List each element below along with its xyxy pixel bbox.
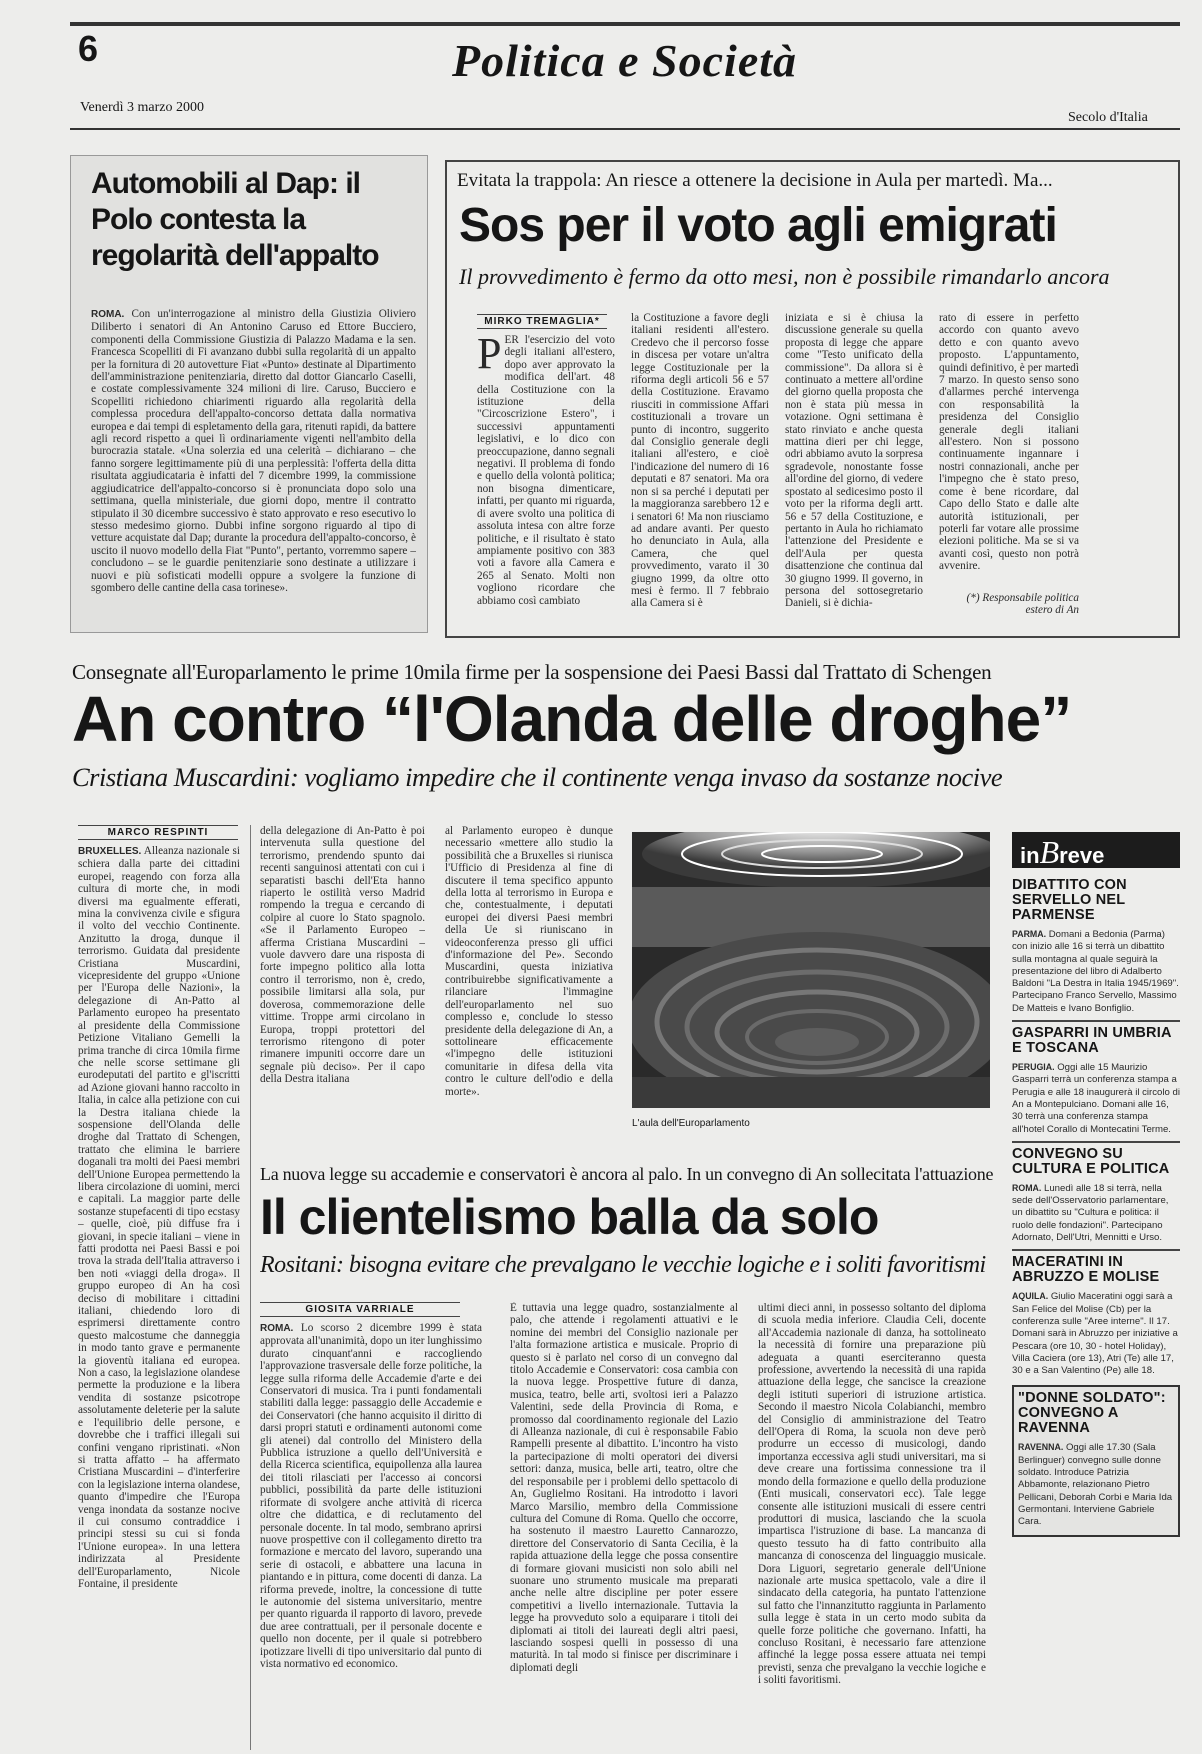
brief-title: "DONNE SOLDATO": CONVEGNO A RAVENNA (1018, 1390, 1166, 1437)
europarliament-photo (632, 832, 990, 1108)
olanda-kicker: Consegnate all'Europarlamento le prime 10mila firme per la sospensione dei Paesi Bassi dal Trattato di Schengen (72, 660, 992, 684)
newspaper-name: Secolo d'Italia (1068, 110, 1148, 125)
top-rule (70, 22, 1180, 26)
brief-text: Oggi alle 15 Maurizio Gasparri terrà un conferenza stampa a Perugia e alle 18 inaugurerà il circolo di An a Montepulciano. Domani alle 16, 30 terrà una conferenza stampa all'hotel Corallo di Montecatini Terme. (1012, 1062, 1180, 1135)
brief-item: CONVEGNO SU CULTURA E POLITICA ROMA. Lunedì alle 18 si terrà, nella sede dell'Osservatorio parlamentare, un dibattito su "Cultura e politica: il ruolo delle fondazioni". Partecipano Adornato, Dell'Utri, Mennitti e Urso. (1012, 1147, 1180, 1244)
olanda-byline: MARCO RESPINTI (78, 825, 238, 840)
dap-dateline: ROMA. (91, 309, 125, 320)
emigrati-col1: ER l'esercizio del voto degli italiani all'estero, dopo aver approvato la modifica dell'art. 48 della Costituzione con la istituzione della "Circoscrizione Estero", i successivi appuntamenti legislativi, e lo dico con preoccupazione, danno segnali negativi. Il problema di fondo e quello della volontà politica; non bisogna dimenticare, infatti, per quanto mi riguarda, di avere svolto una politica di assoluta intesa con altre forze politiche, e il risultato è stato ampiamente positivo con 383 voti a favore alla Camera e 265 al Senato. Molti non vogliono ricordare che abbiamo così cambiato (477, 334, 615, 607)
clientelismo-col2: È tuttavia una legge quadro, sostanzialmente al palo, che attende i regolamenti attuativi e le nomine dei membri del Consiglio nazionale per l'alta formazione artistica e musicale. Proprio di questo si è parlato nel corso di un convegno dal titolo Accademie e Conservatori: cosa cambia con la nuova legge. Prospettive future di danza, musica, teatro, belle arti, svoltosi ieri a Palazzo Valentini, sede della Provincia di Roma, e promosso dal coordinamento regionale del Lazio di Alleanza nazionale, di cui è responsabile Fabio Rampelli presente al dibattito. L'incontro ha visto la partecipazione di molti operatori dei diversi settori: danza, musica, belle arti, teatro, oltre che del responsabile per i problemi dello spettacolo di An, Guglielmo Rositani. Ha introdotto i lavori Marco Marsilio, membro della Commissione cultura del Comune di Roma. Quello che occorre, ha sostenuto il maestro Lauretto Cannarozzo, direttore del Conservatorio di Santa Cecilia, è la rapida attuazione della legge che possa consentire di formare giovani musicisti non solo abili nel suonare uno strumento musicale ma preparati anche nelle altre discipline per poter essere competitivi a livello internazionale. Tuttavia la legge ha provveduto solo a equiparare i titoli dei diplomati ai titoli dei laureati degli altri paesi, lasciando sospesi quelli in possesso di una maturità. In tal modo si finisce per discriminare i diplomati degli (510, 1302, 738, 1674)
brief-title: GASPARRI IN UMBRIA E TOSCANA (1012, 1025, 1172, 1057)
brief-text: Oggi alle 17.30 (Sala Berlinguer) convegno sulle donne soldato. Introduce Patrizia Abbamonte, relazionano Pietro Pellicani, Deborah Corbi e Maria Ida Germontani. Interviene Gabriele Cara. (1018, 1442, 1173, 1528)
emigrati-subhead: Il provvedimento è fermo da otto mesi, non è possibile rimandarlo ancora (459, 264, 1110, 289)
brief-text: Lunedì alle 18 si terrà, nella sede dell'Osservatorio parlamentare, un dibattito su "Cultura e politica: il ruolo delle fondazioni". Partecipano Adornato, Dell'Utri, Mennitti e Urso. (1012, 1182, 1169, 1244)
brief-item: MACERATINI IN ABRUZZO E MOLISE AQUILA. Giulio Maceratini oggi sarà a San Felice del Molise (Cb) per la conferenza sulle "Aree interne". Il 17. Domani sarà in Abruzzo per iniziative a Pescara (ore 10, 30 - hotel Holiday), Villa Caciera (ore 13), Atri (Te) alle 17, 30 e a San Valentino (Pe) alle 18. (1012, 1255, 1180, 1377)
brief-title: CONVEGNO SU CULTURA E POLITICA (1012, 1145, 1170, 1177)
dap-body: Con un'interrogazione al ministro della Giustizia Oliviero Diliberto i senatori di An Antonino Caruso ed Ettore Bucciero, componenti della Commissione Giustizia di Palazzo Madama e la sen. Francesca Scopelliti di Fi avanzano dubbi sulla regolarità di un appalto per la fornitura di 20 autovetture Fiat «Punto» destinate al Dipartimento dell'amministrazione penitenziaria, diretto dal dottor Giancarlo Caselli, e costate complessivamente 324 milioni di lire. Caruso, Bucciero e Scopelliti richiedono chiarimenti riguardo alla regolarità della complessa procedura dell'appalto-concorso dettata dalla normativa europea e dai tempi di espletamento della gara, ritenuti rapidi, da battere agli record rispetto a quei lì ordinariamente vigenti nell'ambito della burocrazia statale. «Una solerzia ed una celerità – dichiarano – che fanno sorgere legittimamente più di una perplessità: l'offerta della ditta risultata aggiudicataria è infatti del 7 dicembre 1999, la commissione aggiudicatrice dell'appalto-concorso si è pronunciata dopo solo una settimana, quella ministeriale, due giorni dopo, mentre il contratto stipulato il 30 dicembre successivo è stato approvato e reso esecutivo lo stesso medesimo giorno. Dubbi infine sorgono riguardo al tipo di vetture acquistate dal Dap; durante la procedura dell'appalto-concorso, è uscito il nuovo modello della Fiat "Punto", pertanto, vorremmo sapere – concludono – se le guardie penitenziarie sono destinate a utilizzare i nuovi e più sofisticati modelli oppure a svolgere la funzione di sgombero delle cantine della casa torinese». (91, 308, 416, 594)
brief-separator (1012, 1249, 1180, 1251)
column-divider (250, 825, 251, 1750)
emigrati-note: (*) Responsabile politica estero di An (966, 592, 1079, 617)
emigrati-kicker: Evitata la trappola: An riesce a ottenere la decisione in Aula per martedì. Ma... (457, 170, 1053, 191)
emigrati-headline: Sos per il voto agli emigrati (459, 199, 1057, 252)
emigrati-col2: la Costituzione a favore degli italiani residenti all'estero. Credevo che il percorso fosse in discesa per votare un'altra legge Costituzionale per la riforma degli articoli 56 e 57 della Costituzione. Eravamo riusciti in commissione Affari costituzionali a trovare un punto di incontro, suggerito dal Consiglio generale degli italiani all'estero, e cioè l'indicazione del numero di 16 deputati e 87 senatori. Ma ora non si sa perché i deputati per la maggioranza sarebbero 12 e i senatori 6! Ma non riusciamo ad andare avanti. Per questo ho denunciato in Aula, alla Camera, che quel provvedimento, varato il 30 giugno 1999, da oltre otto mesi è fermo. Il 7 febbraio alla Camera si è (631, 312, 769, 610)
clientelismo-subhead: Rositani: bisogna evitare che prevalgano le vecchie logiche e i soliti favoritismi (260, 1252, 986, 1278)
clientelismo-kicker: La nuova legge su accademie e conservatori è ancora al palo. In un convegno di An sollecitata l'attuazione (260, 1164, 994, 1184)
dap-headline: Automobili al Dap: il Polo contesta la regolarità dell'appalto (91, 167, 379, 272)
clientelismo-headline: Il clientelismo balla da solo (260, 1189, 879, 1245)
page-number: 6 (78, 28, 99, 69)
olanda-col1: Alleanza nazionale si schiera dalla parte dei cittadini europei, reagendo con forza alla cultura di morte che, in modi diversi ma egualmente efferati, mina la convivenza civile e sfigura il volto del vecchio Continente. Anzitutto la droga, dunque il terrorismo. Guidata dal presidente Cristiana Muscardini, vicepresidente del gruppo «Unione per l'Europa delle Nazioni», la delegazione di An-Patto al Parlamento europeo ha presentato al presidente della Commissione Petizione Vitaliano Gemelli la prima tranche di circa 10mila firme che nelle scorse settimane gli eurodeputati del partito e gl'iscritti ad Azione giovani hanno raccolto in Italia, in calce alla petizione con cui la Destra italiana chiede la sospensione dell'Olanda delle droghe dal Trattato di Schengen, trattato che elimina le barriere doganali tra molti dei Paesi membri dell'Unione Europea permettendo la libera circolazione di uomini, merci e capitali. La maggior parte delle sostanze stupefacenti di tipo ecstasy – quelle, cioè, più diffuse fra i giovani, in specie italiani – viene in fatti prodotta nei Paesi Bassi e poi trova la strada dell'Italia attraverso i ben noti «viaggi della droga». Il gruppo europeo di An ha così deciso di mobilitare i cittadini italiani, chiedendo loro di esprimersi direttamente contro questo malcostume che danneggia in modo tanto grave e permanente la gioventù italiana ed europea. Non a caso, la legislazione olandese permette la produzione e la libera vendita di sostanze psicotrope assolutamente deleterie per la salute e l'equilibrio delle persone, e dovrebbe che i traffici illegali sui confini vengano ripristinati. «Non si tratta affatto – ha affermato Cristiana Muscardini – d'interferire con la legislazione interna olandese, quanto d'impedire che l'Europa venga inondata da sostanze nocive il cui consumo contraddice i principi stessi su cui si fonda l'Unione europea». In una lettera indirizzata al Presidente dell'Europarlamento, Nicole Fontaine, il presidente (78, 845, 240, 1590)
brief-item: GASPARRI IN UMBRIA E TOSCANA PERUGIA. Oggi alle 15 Maurizio Gasparri terrà un conferenza stampa a Perugia e alle 18 inaugurerà il circolo di An a Montepulciano. Domani alle 16, 30 terrà una conferenza stampa all'hotel Corallo di Montecatini Terme. (1012, 1025, 1180, 1135)
olanda-headline: An contro “l'Olanda delle droghe” (72, 683, 1072, 755)
brief-item: DIBATTITO CON SERVELLO NEL PARMENSE PARMA. Domani a Bedonia (Parma) con inizio alle 16 si terrà un dibattito sulla montagna al quale seguirà la presentazione del libro di Adalberto Baldoni "La Destra in Italia 1945/1969". Partecipano Franco Servello, Massimo De Matteis e Ivano Bonfiglio. (1012, 877, 1179, 1014)
clientelismo-col3: ultimi dieci anni, in possesso soltanto del diploma di scuola media inferiore. Claudia Celi, docente all'Accademia nazionale di danza, ha sottolineato la necessità di fornire una preparazione più adeguata a quanti eserciteranno questa professione, avvertendo la necessità di una rapida attuazione della legge, che sanciscе la creazione degli istituti superiori di istruzione artistica. Secondo il maestro Nicola Colabianchi, membro del Consiglio di amministrazione del Teatro dell'Opera di Roma, la scuola non deve però produrre un eccesso di musicologi, dando importanza eccessiva agli studi universitari, ma si deve creare una fortissima connessione tra il mondo della formazione e quello della produzione (Enti musicali, conservatori ecc). Tale legge consente alle istituzioni musicali di essere centri produttori di musica, lasciando che la scuola impartisca l'istruzione di base. La mancanza di questo tessuto ha di fatto contribuito alla mancanza di conoscenza del linguaggio musicale. Dora Liguori, segretario generale dell'Unione nazionale arte musica spettacolo, vale a dire il sindacato della categoria, ha puntato l'attenzione sul fatto che l'innanzitutto raggiunta in Parlamento sulla legge è stata in un certo modo subita da quelle forze politiche che governano. Infatti, ha concluso Rositani, è necessario fare attenzione affinché la legge possa essere attuata nei tempi previsti, senza che prevalgano la vecchie logiche e i soliti favoritismi. (758, 1302, 986, 1687)
section-title: Politica e Società (452, 35, 798, 86)
emigrati-article-box (445, 160, 1180, 638)
emigrati-col4: rato di essere in perfetto accordo con quanto avevo detto e con quanto avevo proposto. L'appuntamento, quindi definitivo, è per martedì 7 marzo. In questo senso sono d'allarmes perché intervenga con responsabilità la presidenza del Consiglio generale degli italiani all'estero. Non si possono continuamente ingannare i nostri connazionali, anche per l'impegno che è stato preso, come è bene ricordare, dal Capo dello Stato e dalle alte autorità istituzionali, per poterli far votare alle prossime elezioni politiche. Ma se si va avanti così, questo non potrà avvenire. (939, 312, 1079, 572)
in-breve-title: inBreve (1012, 832, 1180, 868)
dap-article-box (70, 155, 428, 633)
europarliament-hall-image (632, 832, 990, 1108)
clientelismo-col1: Lo scorso 2 dicembre 1999 è stata approvata all'unanimità, dopo un iter lunghissimo durato cinquant'anni e raccogliendo l'approvazione trasversale delle forze politiche, la legge sulla riforma delle Accademie d'arte e dei Conservatori di musica. Tra i punti fondamentali stabiliti dalla legge: passaggio delle Accademie e dei Conservatori (che hanno acquisito il diritto di darsi propri statuti e ordinamenti autonomi come gli atenei) dal controllo del Ministero della Pubblica istruzione a quello dell'Università e della Ricerca scientifica, equipollenza alla laurea dei titoli rilasciati per l'accesso ai concorsi pubblici, possibilità da parte delle istituzioni riformate di svolgere anche attività di ricerca oltre che didattica, e di reclutamento del personale docente. In tal modo, sembrano aprirsi nuove prospettive con il collegamento diretto tra formazione e mercato del lavoro, superando una serie di ostacoli, e abbattere una lacuna in piantando e in pittura, come docenti di danza. La riforma prevede, inoltre, la concessione di tutte le autonomie del sistema universitario, mentre per quanto riguarda il rapporto di lavoro, prevede due aree contrattuali, per il personale docente e quello non docente, per il quale si potrebbero ipotizzare livelli di tipo universitario dal punto di vista normativo ed economico. (260, 1322, 482, 1670)
olanda-col3: al Parlamento europeo è dunque necessario «mettere allo studio la possibilità che a Bruxelles si riunisca l'Ufficio di Presidenza al fine di discutere il tema specifico appunto della lotta al terrorismo in Europa e che, contestualmente, i deputati europei dei diversi Paesi membri della Ue si riuniscano in videoconferenza presso gli uffici d'informazione del Pe». Secondo Muscardini, questa iniziativa contribuirebbe significativamente a rilanciare l'immagine dell'europarlamento nel suo complesso e, conclude lo stesso presidente della delegazione di An, a sottolineare efficacemente «l'impegno delle istituzioni comunitarie in difesa della vita contro le culture dell'odio e della morte». (445, 825, 613, 1098)
brief-title: DIBATTITO CON SERVELLO NEL PARMENSE (1012, 877, 1127, 923)
brief-text: Domani a Bedonia (Parma) con inizio alle 16 si terrà un dibattito sulla montagna al quale seguirà la presentazione del libro di Adalberto Baldoni "La Destra in Italia 1945/1969". Partecipano Franco Servello, Massimo De Matteis e Ivano Bonfiglio. (1012, 929, 1179, 1014)
brief-separator (1012, 1141, 1180, 1143)
emigrati-col3: iniziata e si è chiusa la discussione generale su quella proposta di legge che appare come "Testo unificato della commissione". Da allora si è continuato a mettere all'ordine del giorno quella proposta che non è stata più messa in votazione. Ogni settimana è stato rinviato e anche questa mattina dieri per chi legge, odri abbiamo avuto la sorpresa sgradevole, nonostante fosse all'ordine del giorno, di vedere spostato al sedicesimo posto il voto per la riforma degli artt. 56 e 57 della Costituzione, e pertanto in Aula ho richiamato l'attenzione del Presidente e dell'Aula per questa disattenzione che continua dal 30 giugno 1999. Il governo, in persona del sottosegretario Danieli, si è dichia- (785, 312, 923, 610)
header-bottom-rule (70, 128, 1180, 130)
clientelismo-dateline: ROMA. (260, 1323, 294, 1334)
clientelismo-byline: GIOSITA VARRIALE (260, 1302, 460, 1317)
photo-caption: L'aula dell'Europarlamento (632, 1118, 750, 1129)
in-breve-sidebar (1012, 832, 1180, 1750)
brief-item-boxed: "DONNE SOLDATO": CONVEGNO A RAVENNA RAVENNA. Oggi alle 17.30 (Sala Berlinguer) convegno sulle donne soldato. Introduce Patrizia Abbamonte, relazionano Pietro Pellicani, Deborah Corbi e Maria Ida Germontani. Interviene Gabriele Cara. (1012, 1385, 1180, 1536)
olanda-dateline: BRUXELLES. (78, 846, 142, 857)
brief-title: MACERATINI IN ABRUZZO E MOLISE (1012, 1254, 1160, 1286)
emigrati-dropcap: P (477, 334, 502, 378)
brief-text: Giulio Maceratini oggi sarà a San Felice del Molise (Cb) per la conferenza sulle "Aree interne". Il 17. Domani sarà in Abruzzo per iniziative a Pescara (ore 10, 30 - hotel Holiday), Villa Caciera (ore 13), Atri (Te) alle 17, 30 e a San Valentino (Pe) alle 18. (1012, 1291, 1178, 1377)
olanda-subhead: Cristiana Muscardini: vogliamo impedire che il continente venga invaso da sostanze nocive (72, 762, 1003, 792)
emigrati-byline: MIRKO TREMAGLIA* (477, 314, 607, 329)
header-date: Venerdì 3 marzo 2000 (80, 100, 205, 115)
olanda-col2: della delegazione di An-Patto è poi intervenuta sulla questione del terrorismo, prendendo spunto dai recenti sanguinosi attentati con cui i separatisti baschi dell'Eta hanno riaperto le ostilità verso Madrid rompendo la tregua e cercando di colpire al cuore lo Stato spagnolo. «Se il Parlamento Europeo – afferma Cristiana Muscardini – vuole davvero dare una risposta di forte impegno politico alla lotta contro il terrorismo, non è, credo, possibile limitarsi alla sola, pur doverosa, commemorazione delle vittime. Troppe armi circolano in Europa, troppi protettori del terrorismo ritengono di poter rimanere impuniti occorre dare un segnale più deciso». Per il capo della Destra italiana (260, 825, 425, 1086)
brief-separator (1012, 1020, 1180, 1022)
